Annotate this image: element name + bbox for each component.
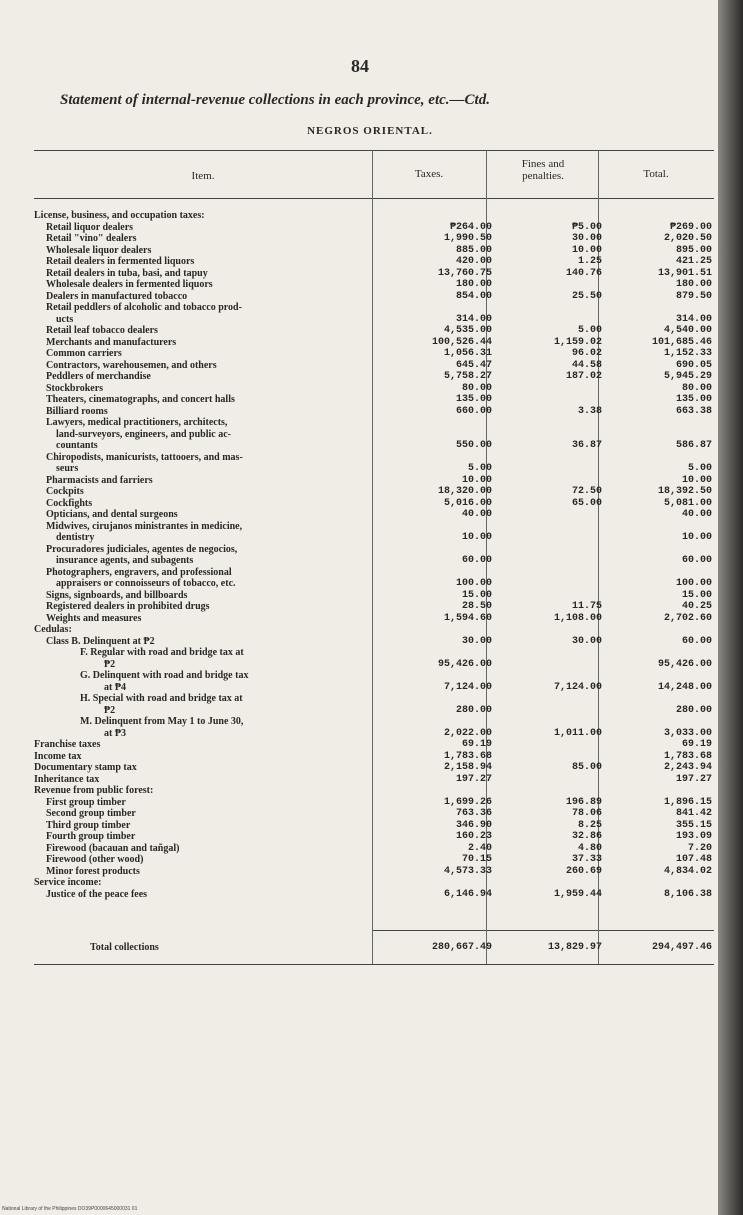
row-item-label: Merchants and manufacturers [46, 336, 177, 348]
row-total: 135.00 [675, 394, 712, 405]
row-total: 40.25 [681, 601, 712, 612]
row-fines: 1.25 [577, 256, 602, 267]
row-item-label: Income tax [34, 750, 82, 762]
row-total: 14,248.00 [657, 681, 712, 693]
row-item-label: Theaters, cinematographs, and concert halls [46, 394, 235, 405]
row-taxes: 70.15 [461, 854, 492, 865]
row-item-label: ₱2 [104, 704, 116, 716]
row-fines: 85.00 [571, 762, 602, 773]
row-total: 7.20 [687, 842, 712, 854]
row-taxes: 40.00 [461, 509, 492, 520]
row-item-label: Service income: [34, 877, 102, 888]
row-item-label: Minor forest products [46, 865, 140, 877]
row-taxes: 280.00 [455, 704, 492, 716]
row-total: 586.87 [675, 440, 712, 451]
row-fines: 1,108.00 [553, 612, 602, 624]
row-taxes: 80.00 [461, 382, 492, 394]
row-item-label: ucts [56, 313, 74, 325]
row-taxes: 1,056.31 [443, 348, 492, 359]
row-fines: 1,959.44 [553, 888, 602, 900]
row-item-label: Registered dealers in prohibited drugs [46, 601, 210, 612]
row-item-label: Weights and measures [46, 612, 142, 624]
header-total: Total. [643, 168, 669, 180]
row-fines: 1,011.00 [553, 727, 602, 739]
row-taxes: 30.00 [461, 635, 492, 647]
row-total: 3,033.00 [663, 727, 712, 739]
row-item-label: Dealers in manufactured tobacco [46, 290, 188, 302]
row-taxes: 550.00 [455, 440, 492, 451]
row-fines: 36.87 [571, 440, 602, 451]
row-total: 10.00 [681, 532, 712, 543]
row-total: 690.05 [675, 359, 712, 371]
row-taxes: 885.00 [455, 244, 492, 256]
row-total: 13,901.51 [657, 267, 712, 279]
row-total: 1,783.68 [663, 750, 712, 762]
row-item-label: Retail "vino" dealers [46, 233, 137, 244]
page-title: Statement of internal-revenue collections in each province, etc.—Ctd. [60, 92, 490, 108]
row-total: 107.48 [675, 854, 712, 865]
row-taxes: 2,158.94 [443, 762, 492, 773]
row-item-label: Photographers, engravers, and professional [46, 566, 232, 578]
row-item-label: Justice of the peace fees [46, 888, 148, 900]
row-fines: 4.80 [577, 842, 602, 854]
row-fines: 65.00 [571, 497, 602, 509]
row-taxes: 100.00 [455, 578, 492, 589]
row-fines: 196.89 [565, 796, 602, 808]
row-item-label: Retail liquor dealers [46, 221, 134, 233]
row-total: 197.27 [675, 773, 712, 785]
row-fines: 96.02 [571, 348, 602, 359]
row-item-label: Documentary stamp tax [34, 762, 137, 773]
row-total: 193.09 [675, 831, 712, 842]
row-item-label: Stockbrokers [46, 382, 104, 394]
row-item-label: Retail dealers in tuba, basi, and tapuy [46, 267, 208, 279]
row-taxes: 660.00 [455, 405, 492, 417]
row-item-label: Wholesale dealers in fermented liquors [46, 279, 213, 290]
row-item-label: Second group timber [46, 808, 136, 819]
row-total: 355.15 [675, 819, 712, 831]
row-total: 180.00 [675, 279, 712, 290]
row-total: 5,945.29 [663, 371, 712, 382]
row-total: ₱269.00 [669, 221, 712, 233]
row-fines: 37.33 [571, 854, 602, 865]
row-item-label: Inheritance tax [34, 773, 100, 785]
row-total: 60.00 [681, 555, 712, 566]
row-taxes: 645.47 [455, 359, 492, 371]
row-fines: 30.00 [571, 233, 602, 244]
row-taxes: 346.90 [455, 819, 492, 831]
row-item-label: land-surveyors, engineers, and public ac- [56, 428, 232, 440]
row-item-label: H. Special with road and bridge tax at [80, 693, 243, 704]
row-item-label: ₱2 [104, 658, 116, 670]
row-item-label: Retail leaf tobacco dealers [46, 325, 158, 336]
row-fines: 5.00 [577, 325, 602, 336]
row-total: 8,106.38 [663, 888, 712, 900]
row-total: 95,426.00 [657, 658, 712, 670]
table-top-rule [34, 150, 714, 151]
row-item-label: Procuradores judiciales, agentes de negocios, [46, 543, 238, 555]
row-taxes: 160.23 [455, 831, 492, 842]
row-item-label: Fourth group timber [46, 831, 136, 842]
row-item-label: at ₱4 [104, 681, 126, 693]
row-item-label: Third group timber [46, 819, 131, 831]
row-taxes: 197.27 [455, 773, 492, 785]
totals-taxes: 280,667.49 [431, 942, 492, 953]
row-taxes: 4,535.00 [443, 325, 492, 336]
row-item-label: F. Regular with road and bridge tax at [80, 647, 244, 658]
row-fines: 72.50 [571, 486, 602, 497]
row-item-label: Chiropodists, manicurists, tattooers, and mas- [46, 451, 243, 463]
row-total: 841.42 [675, 808, 712, 819]
header-bottom-rule [34, 198, 714, 199]
row-fines: 140.76 [565, 267, 602, 279]
row-total: 100.00 [675, 578, 712, 589]
row-taxes: 314.00 [455, 313, 492, 325]
row-item-label: Firewood (other wood) [46, 854, 144, 865]
page-number: 84 [351, 56, 369, 76]
row-total: 663.38 [675, 405, 712, 417]
row-taxes: 13,760.75 [437, 267, 492, 279]
row-total: 4,540.00 [663, 325, 712, 336]
row-total: 5.00 [687, 463, 712, 474]
row-total: 10.00 [681, 474, 712, 486]
row-taxes: 7,124.00 [443, 681, 492, 693]
row-taxes: 2,022.00 [443, 727, 492, 739]
row-fines: 8.25 [577, 819, 602, 831]
row-item-label: Class B. Delinquent at ₱2 [46, 635, 155, 647]
row-item-label: Cockpits [46, 486, 84, 497]
row-taxes: 10.00 [461, 474, 492, 486]
row-total: 101,685.46 [651, 336, 712, 348]
row-taxes: 5.00 [467, 463, 492, 474]
totals-label: Total collections [90, 942, 159, 953]
row-item-label: Common carriers [46, 348, 122, 359]
row-item-label: Billiard rooms [46, 405, 108, 417]
row-item-label: countants [56, 440, 98, 451]
row-total: 5,081.00 [663, 497, 712, 509]
row-total: 280.00 [675, 704, 712, 716]
row-total: 40.00 [681, 509, 712, 520]
row-total: 1,896.15 [663, 796, 712, 808]
row-fines: 260.69 [565, 865, 602, 877]
row-taxes: 1,783.68 [443, 750, 492, 762]
row-taxes: 5,016.00 [443, 497, 492, 509]
row-taxes: 95,426.00 [437, 658, 492, 670]
library-footer: National Library of the Philippines DO39P0000645000031 01 [2, 1206, 138, 1212]
row-taxes: 28.50 [461, 601, 492, 612]
header-fines: Fines and penalties. [521, 158, 565, 182]
row-item-label: Firewood (bacauan and tañgal) [46, 842, 180, 854]
row-item-label: Retail dealers in fermented liquors [46, 256, 195, 267]
row-item-label: Peddlers of merchandise [46, 371, 151, 382]
row-item-label: Wholesale liquor dealers [46, 244, 152, 256]
row-item-label: License, business, and occupation taxes: [34, 210, 205, 221]
page-edge-shadow [718, 0, 743, 1215]
row-total: 879.50 [675, 290, 712, 302]
row-item-label: seurs [56, 463, 79, 474]
row-fines: 1,159.02 [553, 336, 602, 348]
row-item-label: Opticians, and dental surgeons [46, 509, 178, 520]
row-total: 895.00 [675, 244, 712, 256]
row-taxes: 5,758.27 [443, 371, 492, 382]
row-taxes: 420.00 [455, 256, 492, 267]
row-fines: 187.02 [565, 371, 602, 382]
row-fines: 10.00 [571, 244, 602, 256]
row-taxes: 69.19 [461, 739, 492, 750]
row-taxes: 135.00 [455, 394, 492, 405]
row-total: 2,020.50 [663, 233, 712, 244]
row-taxes: 60.00 [461, 555, 492, 566]
totals-rule [372, 930, 714, 931]
row-total: 15.00 [681, 589, 712, 601]
row-fines: ₱5.00 [571, 221, 602, 233]
row-item-label: Revenue from public forest: [34, 785, 154, 796]
row-total: 421.25 [675, 256, 712, 267]
row-taxes: 10.00 [461, 532, 492, 543]
header-taxes: Taxes. [414, 168, 444, 180]
row-total: 1,152.33 [663, 348, 712, 359]
row-taxes: 763.36 [455, 808, 492, 819]
totals-fines: 13,829.97 [547, 942, 602, 953]
row-taxes: 1,594.60 [443, 612, 492, 624]
row-taxes: 1,699.26 [443, 796, 492, 808]
row-item-label: insurance agents, and subagents [56, 555, 194, 566]
row-item-label: Contractors, warehousemen, and others [46, 359, 217, 371]
row-item-label: G. Delinquent with road and bridge tax [80, 670, 249, 681]
row-fines: 30.00 [571, 635, 602, 647]
row-fines: 7,124.00 [553, 681, 602, 693]
row-total: 2,702.60 [663, 612, 712, 624]
row-item-label: Signs, signboards, and billboards [46, 589, 188, 601]
row-fines: 32.86 [571, 831, 602, 842]
row-total: 314.00 [675, 313, 712, 325]
row-total: 60.00 [681, 635, 712, 647]
row-item-label: Retail peddlers of alcoholic and tobacco prod- [46, 302, 242, 313]
row-fines: 78.06 [571, 808, 602, 819]
row-taxes: 2.40 [467, 842, 492, 854]
row-taxes: 1,990.50 [443, 233, 492, 244]
row-item-label: appraisers or connoisseurs of tobacco, etc. [56, 578, 236, 589]
row-taxes: 18,320.00 [437, 486, 492, 497]
row-item-label: at ₱3 [104, 727, 126, 739]
row-taxes: ₱264.00 [449, 221, 492, 233]
row-taxes: 100,526.44 [431, 336, 492, 348]
row-taxes: 6,146.94 [443, 888, 492, 900]
row-taxes: 4,573.33 [443, 865, 492, 877]
row-item-label: First group timber [46, 796, 126, 808]
row-total: 4,834.02 [663, 865, 712, 877]
province-subtitle: NEGROS ORIENTAL. [307, 125, 433, 137]
row-total: 80.00 [681, 382, 712, 394]
row-item-label: Midwives, cirujanos ministrantes in medicine, [46, 520, 243, 532]
totals-total: 294,497.46 [651, 942, 712, 953]
row-item-label: Cockfights [46, 497, 93, 509]
row-taxes: 180.00 [455, 279, 492, 290]
row-item-label: M. Delinquent from May 1 to June 30, [80, 716, 244, 727]
header-item: Item. [191, 170, 215, 182]
row-fines: 11.75 [571, 601, 602, 612]
row-item-label: Cedulas: [34, 624, 72, 635]
row-total: 2,243.94 [663, 762, 712, 773]
row-item-label: Franchise taxes [34, 739, 101, 750]
row-fines: 25.50 [571, 290, 602, 302]
table-bottom-rule [34, 964, 714, 965]
row-taxes: 15.00 [461, 589, 492, 601]
row-fines: 44.58 [571, 359, 602, 371]
row-item-label: Pharmacists and farriers [46, 474, 153, 486]
row-taxes: 854.00 [455, 290, 492, 302]
row-total: 69.19 [681, 739, 712, 750]
row-fines: 3.38 [577, 405, 602, 417]
row-item-label: Lawyers, medical practitioners, architects, [46, 417, 228, 428]
row-total: 18,392.50 [657, 486, 712, 497]
row-item-label: dentistry [56, 532, 95, 543]
